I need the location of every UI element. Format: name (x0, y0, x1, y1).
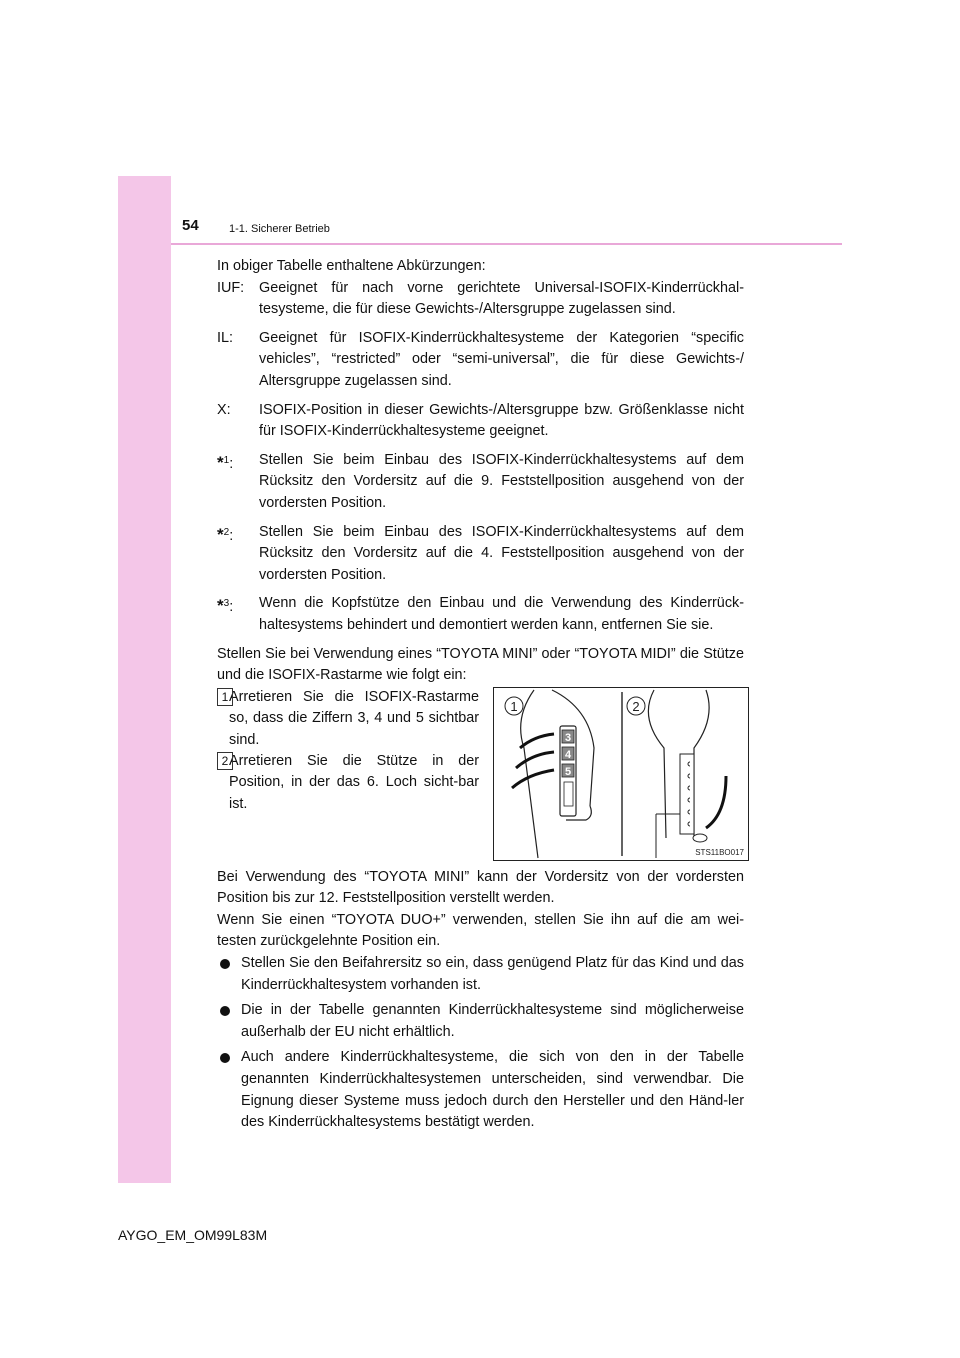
footnote-text: Stellen Sie beim Einbau des ISOFIX-Kinderrückhaltesystems auf dem Rücksitz den Vordersitz auf die 4. Feststellposition ausgehend von der vordersten Position. (259, 523, 744, 583)
bullet-dot (220, 959, 230, 969)
document-footer: AYGO_EM_OM99L83M (118, 1227, 268, 1243)
callout-2: 2 (632, 698, 640, 714)
footnote-text: Wenn die Kopfstütze den Einbau und die Verwendung des Kinderrück-haltesystems behindert und demontiert werden kann, entfernen Sie sie. (259, 595, 744, 633)
definition-text: Geeignet für ISOFIX-Kinderrückhaltesysteme der Kategorien “specific vehicles”, “restricted” oder “semi-universal”, die für diese Gewichts-/ Altersgruppe zugelassen sind. (259, 329, 744, 389)
footnote-2 (217, 522, 744, 587)
step-number: 2 (217, 752, 233, 770)
step-2 (221, 751, 479, 816)
instruction-text: Stellen Sie bei Verwendung eines “TOYOTA MINI” oder “TOYOTA MIDI” die Stütze und die ISOFIX-Rastarme wie folgt ein: (217, 645, 744, 684)
bullet-text: Auch andere Kinderrückhaltesysteme, die sich von den in der Tabelle genannten Kinderrückhaltesystemen unterscheiden, sind verwendbar. Die Eignung dieser Systeme muss jedoch durch den Hersteller und den Händ-ler des Kinderrückhaltesystems bestätigt werden. (241, 1049, 744, 1131)
header-divider (171, 243, 842, 245)
footnote-text: Stellen Sie beim Einbau des ISOFIX-Kinderrückhaltesystems auf dem Rücksitz den Vordersitz auf die 9. Feststellposition ausgehend von der vordersten Position. (259, 451, 744, 511)
footnote-1 (217, 450, 744, 515)
definition-iuf (217, 278, 744, 321)
footnote-marker: *$^2$: (217, 524, 234, 544)
paragraph-1: Bei Verwendung des “TOYOTA MINI” kann der Vordersitz von der vordersten Position bis zur 12. Feststellposition verstellt werden. (217, 868, 744, 907)
step-number: 1 (217, 688, 233, 706)
page-number: 54 (182, 217, 199, 234)
definition-text: ISOFIX-Position in dieser Gewichts-/Altersgruppe bzw. Größenklasse nicht für ISOFIX-Kinderrückhaltesysteme geeignet. (259, 401, 744, 440)
bullet-item (217, 1000, 744, 1043)
bullet-text: Stellen Sie den Beifahrersitz so ein, dass genügend Platz für das Kind und das Kinderrückhaltesystem vorhanden ist. (241, 955, 744, 993)
definition-term: X: (217, 401, 231, 418)
step-1 (221, 687, 479, 752)
paragraph-2: Wenn Sie einen “TOYOTA DUO+” verwenden, stellen Sie ihn auf die am wei-testen zurückgelehnte Position ein. (217, 911, 744, 950)
bullet-item (217, 953, 744, 996)
footnote-marker: *$^1$: (217, 452, 234, 472)
bullet-dot (220, 1006, 230, 1016)
digit-label: 5 (564, 765, 572, 778)
definition-text: Geeignet für nach vorne gerichtete Universal-ISOFIX-Kinderrückhal-tesysteme, die für diese Gewichts-/Altersgruppe zugelassen sind. (259, 279, 744, 318)
bullet-text: Die in der Tabelle genannten Kinderrückhaltesysteme sind möglicherweise außerhalb der EU nicht erhältlich. (241, 1002, 744, 1040)
steps-with-illustration (217, 687, 744, 859)
footnote-3 (217, 593, 744, 636)
bullet-item (217, 1047, 744, 1133)
bullet-dot (220, 1053, 230, 1063)
main-content (217, 256, 744, 1138)
illustration-code: STS11BO017 (695, 847, 744, 857)
digit-label: 4 (564, 748, 572, 761)
definition-il (217, 328, 744, 393)
step-text: Arretieren Sie die ISOFIX-Rastarme so, dass die Ziffern 3, 4 und 5 sichtbar sind. (229, 688, 479, 748)
section-title: 1-1. Sicherer Betrieb (229, 223, 330, 235)
isofix-illustration (493, 687, 749, 861)
margin-band (118, 176, 171, 1183)
digit-label: 3 (564, 731, 572, 744)
definition-term: IL: (217, 329, 233, 346)
definition-x (217, 400, 744, 443)
intro-text: In obiger Tabelle enthaltene Abkürzungen: (217, 258, 486, 274)
footnote-marker: *$^3$: (217, 596, 234, 616)
step-text: Arretieren Sie die Stütze in der Position, in der das 6. Loch sicht-bar ist. (229, 752, 479, 812)
callout-1: 1 (510, 698, 518, 714)
definition-term: IUF: (217, 279, 245, 296)
